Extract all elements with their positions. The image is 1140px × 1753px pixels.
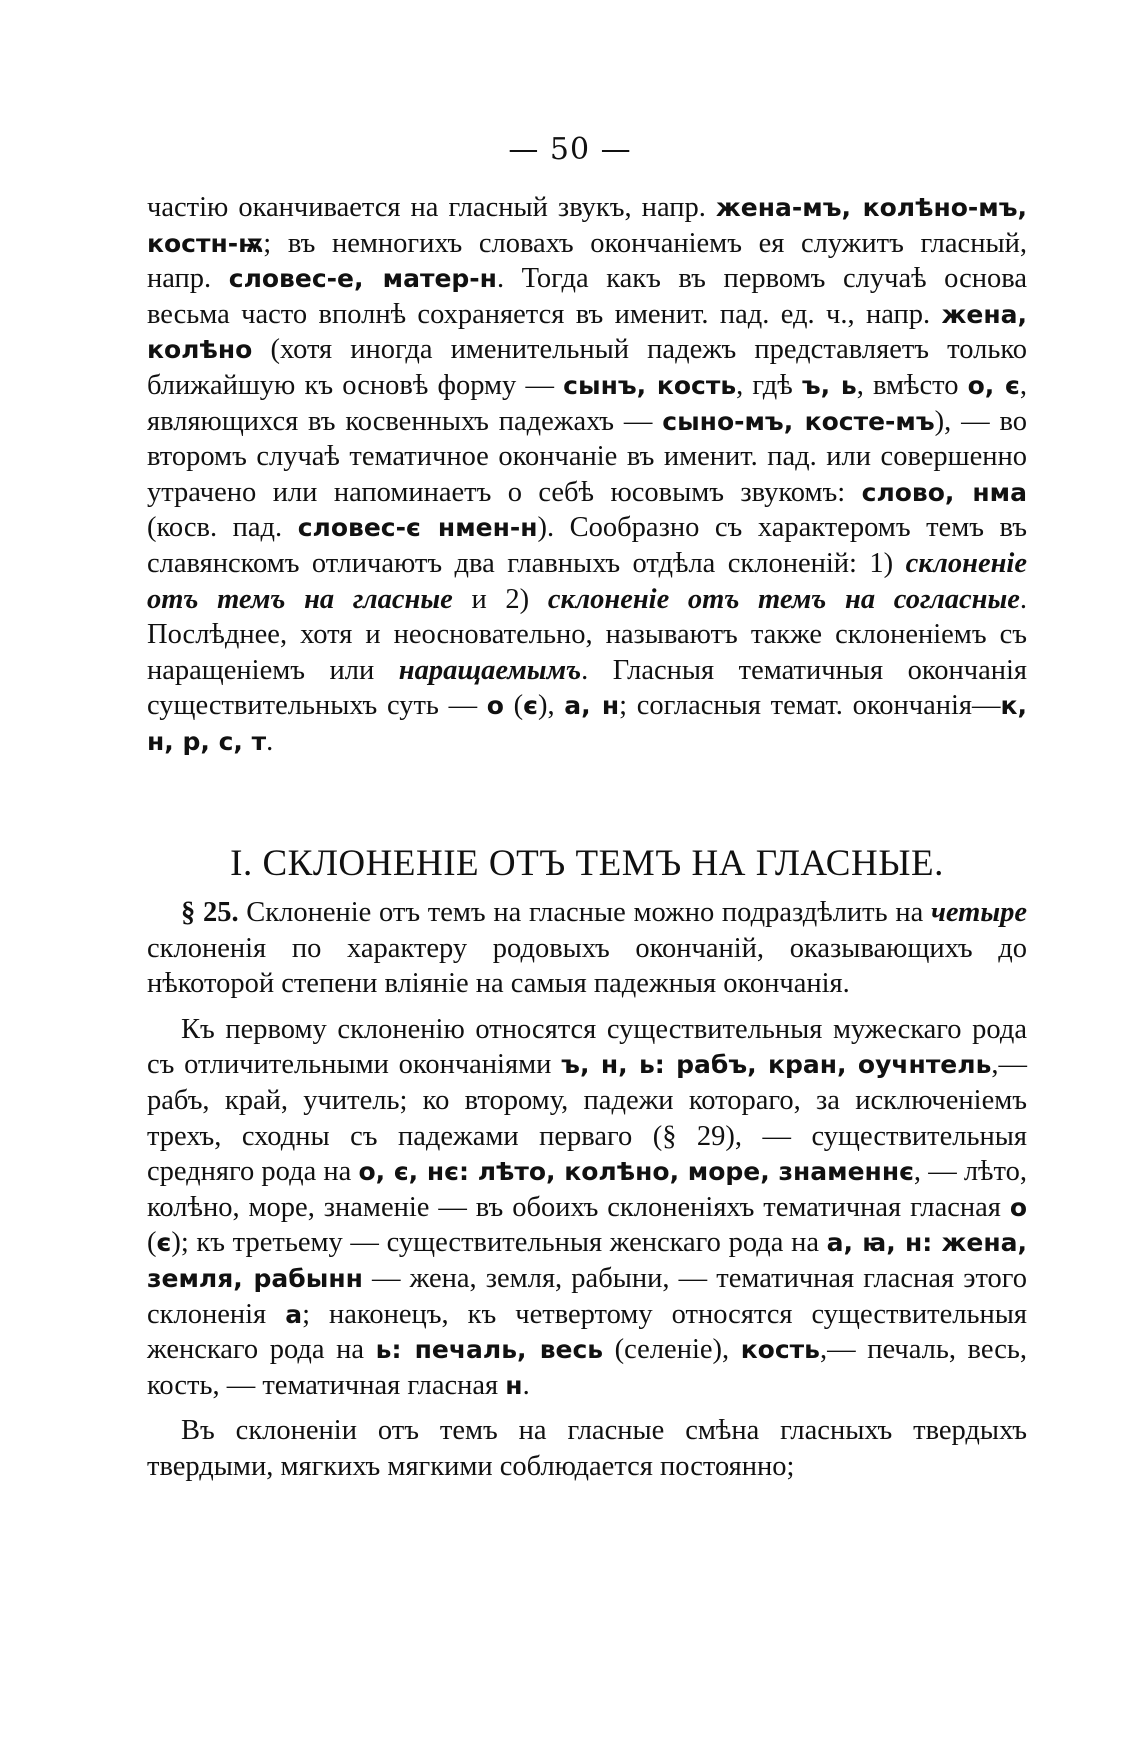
slavonic-example: жена, колѣно bbox=[147, 299, 1027, 365]
text-run: склоненія по характеру родовыхъ окончаній, оказывающихъ до нѣкоторой степени вліяніе на самыя падежныя окончанія. bbox=[147, 932, 1027, 1000]
text-run: ); къ третьему — существительныя женскаго рода на bbox=[171, 1227, 827, 1259]
section-heading: I. СКЛОНЕНІЕ ОТЪ ТЕМЪ НА ГЛАСНЫЕ. bbox=[230, 843, 944, 884]
section-mark: § 25. bbox=[181, 897, 239, 928]
slavonic-example: кость bbox=[740, 1335, 820, 1365]
text-run: ; согласныя темат. окончанія— bbox=[619, 690, 1001, 722]
text-run: Къ первому склоненію относятся существительныя мужескаго рода съ отличительными окончаніями bbox=[147, 1013, 1027, 1081]
text-run: , являющихся въ косвенныхъ падежахъ — bbox=[147, 369, 1027, 437]
slavonic-example: словес-е, матер-н bbox=[228, 264, 497, 294]
paragraph-first-declension bbox=[147, 1012, 1027, 1404]
slavonic-example: а bbox=[285, 1299, 303, 1329]
text-run: ), bbox=[537, 690, 565, 722]
text-run: , — лѣто, колѣно, море, знаменіе — въ обоихъ склоненіяхъ тематичная гласная bbox=[147, 1156, 1027, 1223]
slavonic-example: о bbox=[1009, 1192, 1027, 1222]
text-run: (хотя иногда именительный падежъ представляетъ только ближайшую къ основѣ форму — bbox=[147, 334, 1027, 401]
slavonic-example: ъ, ь bbox=[801, 370, 857, 400]
paragraph-25 bbox=[147, 895, 1027, 1002]
text-run: ( bbox=[503, 690, 524, 722]
top-paragraph bbox=[147, 190, 1027, 760]
text-run: . Тогда какъ въ первомъ случаѣ основа весьма часто вполнѣ сохраняется въ именит. пад. ед. ч., напр. bbox=[147, 263, 1028, 330]
text-run: ; въ немногихъ словахъ окончаніемъ ея служитъ гласный, напр. bbox=[147, 227, 1027, 295]
text-run: ,— печаль, весь, кость, — тематичная гласная bbox=[147, 1334, 1027, 1401]
text-run: ; наконецъ, къ четвертому относятся существительныя женскаго рода на bbox=[147, 1298, 1028, 1366]
slavonic-example: о, є bbox=[967, 370, 1020, 400]
slavonic-example: а, н bbox=[564, 691, 620, 721]
slavonic-example: а, ꙗ, н: жена, земля, рабынн bbox=[147, 1228, 1027, 1293]
text-run: частію оканчивается на гласный звукъ, напр. bbox=[147, 192, 716, 223]
slavonic-example: є bbox=[156, 1228, 172, 1258]
italic-term: четыре bbox=[930, 897, 1028, 928]
page-number: — 50 — bbox=[508, 132, 632, 167]
italic-term: склоненіе отъ темъ на согласные bbox=[547, 583, 1020, 615]
text-run: ), — во второмъ случаѣ тематичное окончаніе въ именит. пад. или совершенно утрачено или напоминаетъ о себѣ юсовымъ звукомъ: bbox=[147, 405, 1027, 508]
italic-term: склоненіе отъ темъ на гласные bbox=[147, 547, 1027, 615]
slavonic-example: ъ, н, ь: рабъ, кран, оучнтель bbox=[561, 1050, 992, 1080]
text-run: (селеніе), bbox=[603, 1334, 741, 1366]
slavonic-example: сынъ, кость bbox=[563, 370, 737, 400]
slavonic-example: о bbox=[486, 691, 504, 721]
text-run: Склоненіе отъ темъ на гласные можно подраздѣлить на bbox=[238, 897, 931, 928]
text-run: , вмѣсто bbox=[856, 369, 968, 401]
text-run: . bbox=[266, 725, 274, 757]
slavonic-example: є bbox=[523, 691, 538, 721]
text-run: , гдѣ bbox=[736, 369, 802, 401]
text-run: . bbox=[522, 1369, 530, 1401]
slavonic-example: о, є, нє: лѣто, колѣно, море, знаменнє bbox=[358, 1157, 914, 1187]
text-run: . Гласныя тематичныя окончанія существительныхъ суть — bbox=[147, 654, 1027, 722]
slavonic-example: н bbox=[505, 1370, 523, 1400]
text-run: ). Сообразно съ характеромъ темъ въ славянскомъ отличаютъ два главныхъ отдѣла склоненій: 1) bbox=[147, 512, 1028, 579]
text-run: ( bbox=[147, 1227, 157, 1259]
section-body bbox=[147, 895, 1027, 1485]
slavonic-example: сыно-мъ, косте-мъ bbox=[662, 406, 935, 436]
italic-term: наращаемымъ bbox=[398, 654, 582, 686]
slavonic-example: ь: печаль, весь bbox=[375, 1335, 604, 1365]
paragraph-continuation bbox=[147, 190, 1027, 760]
paragraph-alternation bbox=[147, 1413, 1027, 1484]
text-run: — жена, земля, рабыни, — тематичная гласная этого склоненія bbox=[147, 1262, 1027, 1330]
text-run: . Послѣднее, хотя и неосновательно, называютъ также склоненіемъ съ наращеніемъ или bbox=[147, 583, 1027, 686]
slavonic-example: слово, нма bbox=[861, 477, 1027, 507]
text-run: (косв. пад. bbox=[147, 512, 298, 544]
slavonic-example: словес-є нмен-н bbox=[297, 513, 538, 543]
slavonic-example: жена-мъ, колѣно-мъ, костн-ѭ bbox=[147, 193, 1028, 258]
slavonic-example: к, н, р, с, т bbox=[147, 691, 1027, 756]
text-run: Въ склоненіи отъ темъ на гласные смѣна гласныхъ твердыхъ твердыми, мягкихъ мягкими соблюдается постоянно; bbox=[147, 1415, 1027, 1482]
text-run: и 2) bbox=[452, 583, 548, 615]
text-run: ,— рабъ, край, учитель; ко второму, падежи котораго, за исключеніемъ трехъ, сходны съ падежами перваго (§ 29), — существительныя средняго рода на bbox=[147, 1049, 1028, 1188]
